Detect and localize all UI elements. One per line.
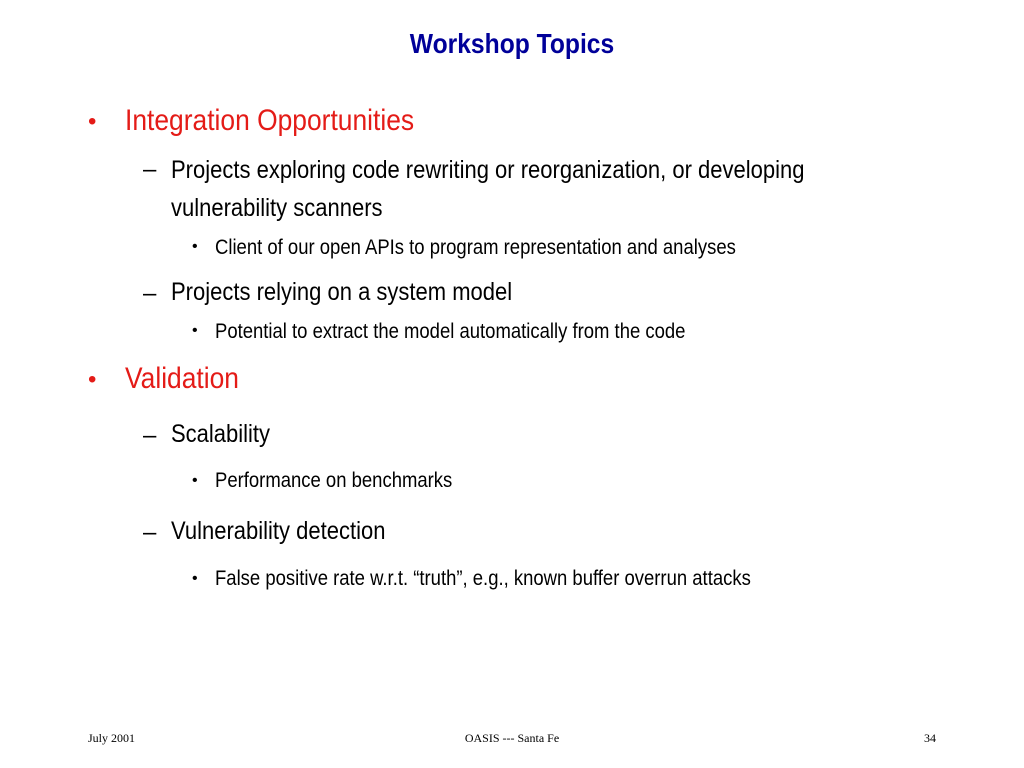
detail-label: Client of our open APIs to program representation and analyses [215,236,736,259]
detail-open-apis [215,236,807,260]
footer-date: July 2001 [88,731,136,745]
subtopic-vulnerability-detection [171,512,415,550]
footer-event: OASIS --- Santa Fe [464,731,560,745]
detail-false-positive-rate [215,567,824,591]
level2-dash: – [143,156,157,183]
detail-extract-model [215,320,750,344]
topic-label: Validation [125,362,240,395]
topic-label: Integration Opportunities [125,104,415,137]
footer-page-number: 34 [924,731,936,745]
level3-bullet: • [192,238,198,255]
level1-bullet: • [88,366,97,393]
topic-validation [125,362,255,396]
subtopic-system-model [171,273,559,311]
subtopic-label: Projects exploring code rewriting or reorganization, or developing vulnerability scanners [171,156,805,222]
subtopic-label: Vulnerability detection [171,517,386,545]
subtopic-scalability [171,415,284,453]
level2-dash: – [143,280,157,307]
detail-label: Potential to extract the model automatically from the code [215,320,686,343]
slide-title: Workshop Topics [409,28,615,59]
detail-benchmarks [215,469,485,493]
detail-label: False positive rate w.r.t. “truth”, e.g., known buffer overrun attacks [215,567,751,590]
level3-bullet: • [192,570,198,587]
topic-integration-opportunities [125,104,454,138]
subtopic-label: Projects relying on a system model [171,278,513,306]
level2-dash: – [143,422,157,449]
subtopic-label: Scalability [171,420,271,448]
level3-bullet: • [192,322,198,339]
level1-bullet: • [88,108,97,135]
level3-bullet: • [192,472,198,489]
level2-dash: – [143,519,157,546]
subtopic-code-rewriting [171,151,931,227]
detail-label: Performance on benchmarks [215,469,453,492]
